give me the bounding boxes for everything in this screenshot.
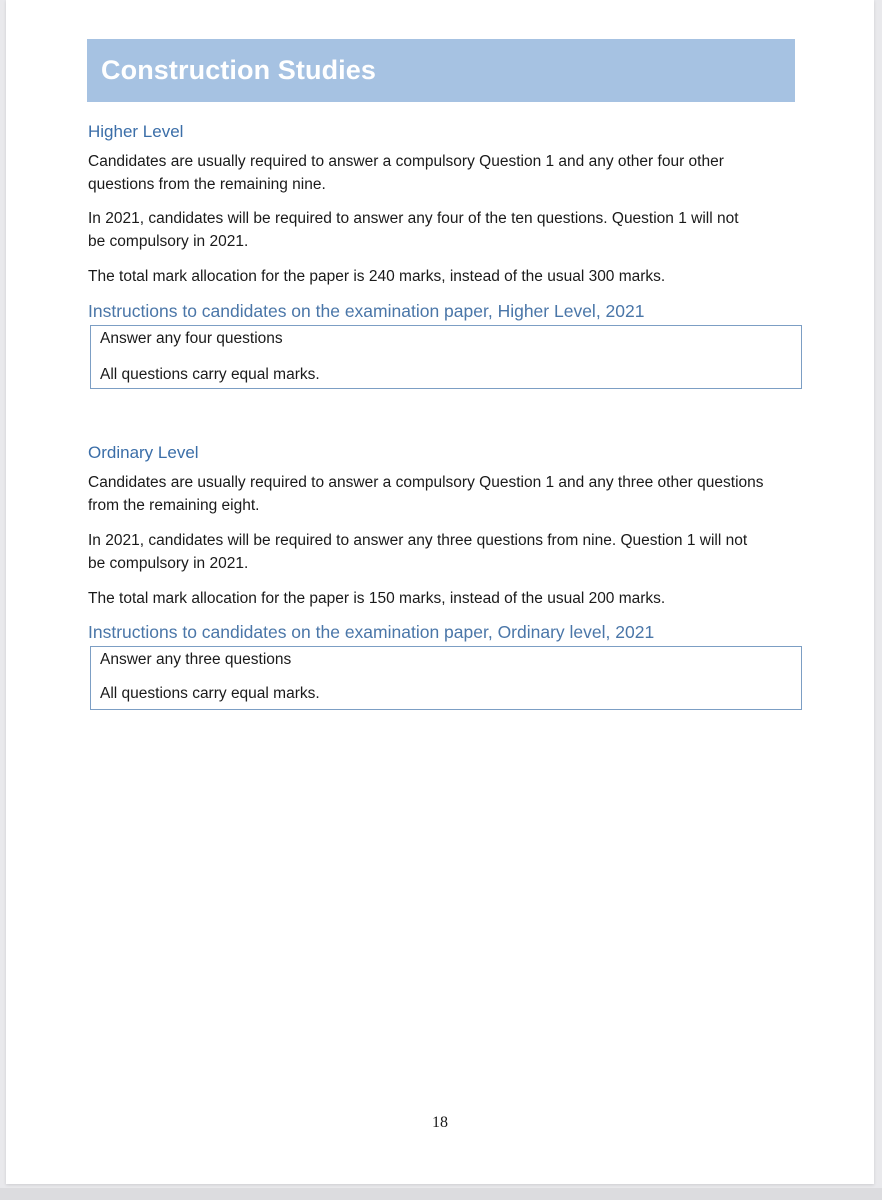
higher-level-heading: Higher Level: [88, 122, 184, 141]
higher-paragraph-3: The total mark allocation for the paper is 240 marks, instead of the usual 300 marks.: [88, 268, 666, 285]
page-number: 18: [432, 1114, 448, 1131]
ordinary-box-line-2: All questions carry equal marks.: [100, 685, 320, 702]
page-title: Construction Studies: [101, 55, 377, 85]
viewer-bottom-edge: [0, 1188, 882, 1200]
higher-paragraph-2: [88, 207, 800, 253]
higher-paragraph-1-line-2: questions from the remaining nine.: [88, 176, 326, 193]
ordinary-paragraph-3: The total mark allocation for the paper is 150 marks, instead of the usual 200 marks.: [88, 590, 666, 607]
ordinary-level-heading: Ordinary Level: [88, 443, 199, 462]
higher-paragraph-2-line-1: In 2021, candidates will be required to answer any four of the ten questions. Question 1 will not: [88, 210, 739, 227]
title-banner: [87, 39, 795, 102]
higher-paragraph-1-line-1: Candidates are usually required to answer a compulsory Question 1 and any other four other: [88, 153, 724, 170]
ordinary-paragraph-2-line-2: be compulsory in 2021.: [88, 555, 249, 572]
higher-instructions-box: [90, 325, 802, 389]
higher-instructions-heading: Instructions to candidates on the examination paper, Higher Level, 2021: [88, 301, 645, 321]
higher-paragraph-1: [88, 150, 800, 196]
ordinary-paragraph-1-line-1: Candidates are usually required to answer a compulsory Question 1 and any three other questions: [88, 474, 764, 491]
ordinary-paragraph-2: [88, 529, 800, 575]
ordinary-paragraph-2-line-1: In 2021, candidates will be required to answer any three questions from nine. Question 1 will not: [88, 532, 748, 549]
ordinary-paragraph-1: [88, 471, 800, 517]
ordinary-instructions-heading: Instructions to candidates on the examination paper, Ordinary level, 2021: [88, 622, 655, 642]
higher-box-line-2: All questions carry equal marks.: [100, 366, 320, 383]
higher-paragraph-2-line-2: be compulsory in 2021.: [88, 233, 249, 250]
ordinary-box-line-1: Answer any three questions: [100, 651, 292, 668]
higher-box-line-1: Answer any four questions: [100, 330, 283, 347]
ordinary-instructions-box: [90, 646, 802, 710]
ordinary-paragraph-1-line-2: from the remaining eight.: [88, 497, 260, 514]
document-page: [6, 0, 874, 1184]
